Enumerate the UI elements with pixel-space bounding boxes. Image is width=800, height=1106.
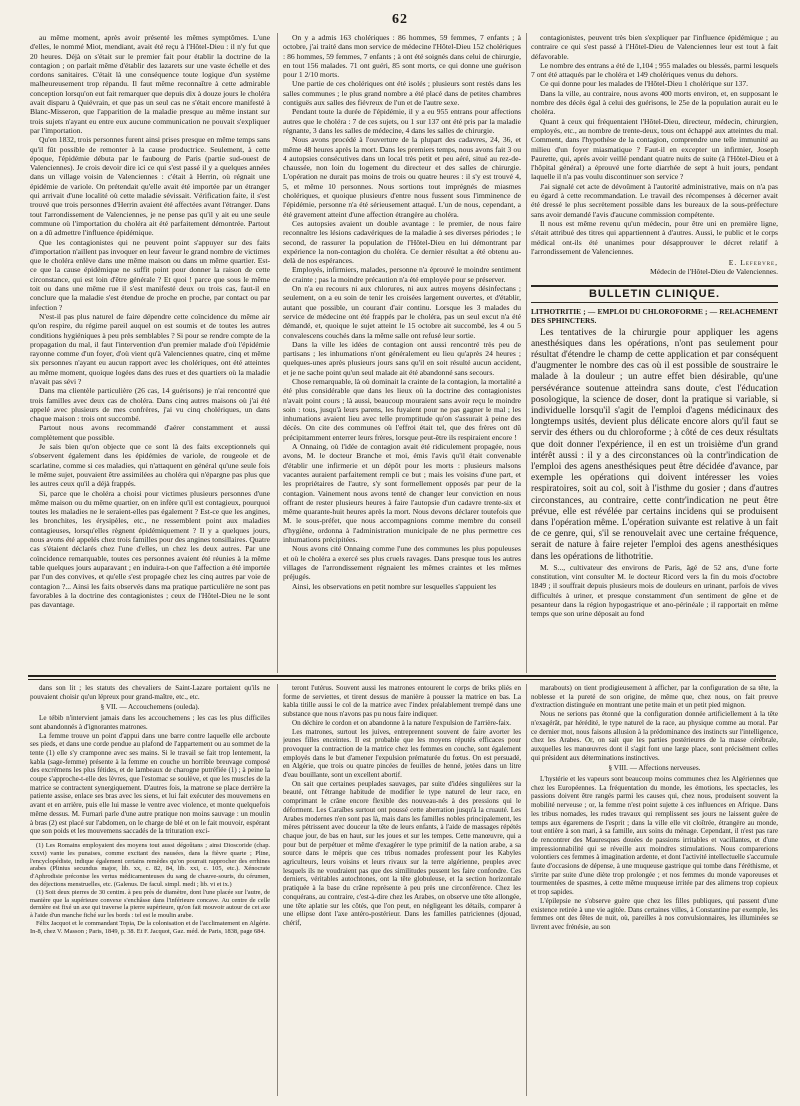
paragraph: Ce qui donne pour les malades de l'Hôtel-Dieu 1 cholérique sur 137.: [540, 79, 749, 89]
paragraph: Le nombre des entrans a été de 1,104 ; 955 malades ou blessés, parmi lesquels 7 ont été attaqués par le choléra et 149 cholériques venus du dehors.: [531, 60, 778, 80]
paragraph: Dans la ville, au contraire, nous avons 400 morts environ, et, en supposant le nombre des décès égal à celui des guérisons, le 25e de la population aurait eu le choléra.: [531, 88, 778, 117]
signature: [531, 258, 778, 277]
paragraph: Chose remarquable, là où dominait la crainte de la contagion, la mortalité a été plus considérable que dans les lieux où la doctrine des contagionistes n'avait point cours ; là aussi, beaucoup mouraient sans avoir reçu le moindre soin : tous, jusqu'à leurs parens, les fuyaient pour ne pas gagner le mal ; les inhumations avaient lieu avec telle promptitude qu'on s'assurait à peine des décès. On cite des communes où l'effroi était tel, que des frères ont dû précipitamment enterrer leurs frères, lorsque peut-être ils respiraient encore !: [283, 376, 521, 442]
paragraph: Que les contagionistes qui ne peuvent point s'appuyer sur des faits d'importation n'aillent pas invoquer en leur faveur le grand nombre de victimes que le choléra enlève dans une même maison ou dans un même quartier. Est-ce que la cause épidémique ne suffit point pour donner la raison de cette circonstance, qui est loin d'être générale ? Et quoi ! parce que sous le même toit ou dans une même rue il s'est manifesté deux ou trois cas, faut-il en conclure que la maladie s'est étendue de proche en proche, par contact ou par infection ?: [30, 237, 270, 312]
paragraph: Une partie de ces cholériques ont été isolés ; plusieurs sont restés dans les salles communes ; le plus grand nombre a été placé dans de petites chambres contiguës aux salles des fiévreux de l'un et de l'autre sexe.: [283, 79, 521, 108]
paragraph: On sait que certaines peuplades sauvages, par suite d'idées singulières sur la beauté, ont l'étrange habitude de modifier le type naturel de leur race, en comprimant le crâne encore flexible des nouveau-nés à des pressions qui le déforment. Les Caraïbes surtout ont poussé cette aberration jusqu'à la cruauté. Les Arabes modernes n'en sont pas là, mais dans les familles nobles principalement, les mères pétrissent avec douceur la tête de leurs enfants, à l'aide de massages répétés chaque jour, de bas en haut, sur les joues et sur les tempes. Cette manœuvre, qui a pour but de perpétuer et même d'exagérer le type primitif de la nation arabe, a sa source dans le mépris que ces tribus nomades professent pour les Kabyles agriculteurs, leurs voisins et leurs rivaux sur la terre algérienne, peuples avec lesquels ils ne voudraient pas que des similitudes pussent les faire confondre. Ces derniers, véritables autochtones, ont la tête globuleuse, et la section horizontale pratiquée à la base du crâne représente à peu près une circonférence. Chez les conquérans, au contraire, c'est-à-dire chez les Arabes, on observe une tête allongée, une tête aplatie sur les côtés, que l'on peut, en négligeant les détails, comparer à une ellipse dont l'axe antéro-postérieur. Dans les familles patriciennes (djouad, chérif,: [283, 779, 521, 927]
paragraph: La femme trouve un point d'appui dans une barre contre laquelle elle arcboute ses pieds, et dans une corde pendue au plafond de l'appartement ou au sommet de la tente (1) elle s'y cramponne avec ses mains. Si le travail se fait trop lentement, la kabla (sage-femme) présente à la femme en couche un horrible breuvage composé des excrémens les plus fétides, et de lambeaux de charogne putréfiée (1) ; à peine la coupe s'approche-t-elle des lèvres, que l'estomac se soulève, et que les muscles de la matrice se contractent synergiquement. D'autres fois, la matrone se place derrière la patiente assise, enlace ses bras avec les siens, et lui fait exécuter des mouvemens en avant et en arrière, puis elle lui masse le ventre avec violence, et monte quelquefois même dessus. M. Furnari parle d'une autre pratique non moins sauvage : un moulin à bras (2) est placé sur l'abdomen, on le charge de blé et on le fait mouvoir, espérant que son poids et les mouvemens saccadés de la trituration exci-: [30, 731, 270, 836]
bulletin-body: [531, 328, 778, 563]
paragraph: L'hystérie et les vapeurs sont beaucoup moins communes chez les Algériennes que chez les Européennes. La fréquentation du monde, les émotions, les spectacles, les passions doivent être rangés parmi les causes qui, chez nous, produisent souvent la mobilité nerveuse ; or, la femme n'est point sujette à ces influences en Afrique. Dans les tribus nomades, les rudes travaux qui remplissent ses jours ne laissent guère de temps aux égaremens de l'esprit ; dans la ville elle vit cloîtrée, étrangère au monde, tout entière à son mari, à sa famille, aux soins du ménage. Cependant, il n'est pas rare de rencontrer des Mauresques douées de passions irritables et vacillantes, et d'une impressionnabilité qui se réveille aux moindres stimulations. Nous comparerions volontiers ces femmes à imagination ardente, et dont l'activité intellectuelle s'accumule faute d'occasions de dépense, à une muqueuse gastrique qui tombe dans l'éréthisme, et s'irrite par suite d'une diète trop prolongée ; et nos femmes du monde vaporeuses et tourmentées de spasmes, à cette même muqueuse irritée par des alimens trop copieux et trop sapides.: [531, 775, 778, 897]
paragraph: Nous ne serions pas étonné que la configuration donnée artificiellement à la tête n'exagérât, par hérédité, le type naturel de la race, au physique comme au moral. Par ce dernier mot, nous faisons allusion à la prédominance des instincts sur l'intelligence, chez les Arabes. Or, on sait que les parties postérieures de la masse cérébrale, auxquelles les manœuvres dont il s'agit font une large place, sont précisément celles qui président aux déterminations instinctives.: [531, 710, 778, 762]
paragraph: Il nous est même revenu qu'un médecin, pour être uni en première ligne, s'était attribué des titres qui appartiennent à d'autres. Aussi, le public et le corps médical ont-ils été unanimes pour désapprouver le décret relatif à l'arrondissement de Valenciennes.: [531, 218, 778, 256]
page-number: 62: [392, 12, 408, 27]
signature-title: Médecin de l'Hôtel-Dieu de Valenciennes.: [650, 267, 778, 277]
paragraph: marabouts) on tient prodigieusement à afficher, par la configuration de sa tête, la noblesse et la pureté de son origine, de même que, chez nous, on fait preuve d'extraction distinguée en montrant une petite main et un petit pied mignon.: [531, 684, 778, 710]
paragraph: M. S..., cultivateur des environs de Paris, âgé de 52 ans, d'une forte constitution, vint consulter M. le docteur Ricord vers la fin du mois d'octobre 1849 ; il souffrait depuis plusieurs mois de douleurs en urinant, parfois de vives difficultés à uriner, et presque constamment d'un sentiment de gêne et de pesanteur dans la région hypogastrique et ano-périnéale ; il rapportait en même temps que son urine déposait au fond: [531, 562, 778, 619]
section-separator-thin: [28, 679, 776, 680]
paragraph: On déchire le cordon et on abandonne à la nature l'expulsion de l'arrière-faix.: [292, 718, 512, 727]
paragraph: Je sais bien qu'on objecte que ce sont là des faits exceptionnels qui s'observent également dans les épidémies de variole, de rougeole et de scarlatine, comme si ces maladies, qui n'attaquent en général qu'une seule fois le même sujet, pouvaient être assimilées au choléra qui n'épargne pas plus que les autres ceux qu'il a déjà frappés.: [30, 442, 270, 489]
column-divider: [277, 684, 278, 1096]
section-heading: § VII. — Accouchemens (ouleda).: [100, 703, 200, 712]
paragraph: Les tentatives de la chirurgie pour appliquer les agens anesthésiques dans les opérations, n'ont pas seulement pour résultat d'étendre le champ de cette application et par conséquent d'augmenter le nombre des cas où il est possible de soustraire le malade à la douleur ; un autre effet bien désirable, qu'une persévérance soutenue atteindra sans doute, c'est l'éducation posologique, la science de doser, dont la pratique si variable, si individuelle lorsqu'il s'agit de l'emploi d'agens médicinaux des longtemps usités, devient plus délicate encore alors qu'il faut se servir des éthers ou du chloroforme ; à côté de ces deux résultats que doit donner l'expérience, il en est un troisième d'un grand intérêt aussi : il y a des circonstances où la contr'indication de l'emploi des agens anesthésiques peut être décidée d'avance, par exemple les opérations qui doivent intéresser les voies respiratoires, soit au col, soit à l'isthme du gosier ; dans d'autres circonstances, au contraire, cette contr'indication ne peut être prévue, elle est révélée par certains incidens qui se produisent dans l'opération même. L'opération suivante est relative à un fait de ce genre, qui, s'il se renouvelait avec une certaine fréquence, serait de nature à faire rejeter l'emploi des agens anesthésiques dans les opérations de lithotritie.: [531, 327, 778, 562]
bottom-column-2: [283, 684, 521, 1094]
column-divider: [526, 33, 527, 673]
bulletin-title: BULLETIN CLINIQUE.: [588, 287, 721, 300]
paragraph: A Onnaing, où l'idée de contagion avait été ridiculement propagée, nous avons, M. le docteur Branche et moi, émis l'avis qu'il était convenable d'établir une infirmerie et un dépôt pour les morts : plusieurs malsons vacantes auraient parfaitement rempli ce but ; mais les voisins d'une part, et les propriétaires de l'autre, s'y sont formellement opposés par peur de la contagion. Vainement nous avons tenté de changer leur conviction en nous offrant de rester plusieurs heures à faire l'autopsie d'un cadavre trente-six et même quarante-huit heures après la mort. Nous devons déclarer toutefois que M. le sous-préfet, que nous accompagnions comme membre du conseil d'hygiène, ordonna à l'administration municipale de ne plus permettre ces inhumations précipitées.: [283, 442, 521, 545]
bottom-column-3: [531, 684, 778, 1094]
column-divider: [526, 684, 527, 1096]
bottom-column-1: [30, 684, 270, 1094]
footnote: Félix Jacquot et le commandant Topia, De la colonisation et de l'acclimatement en Algérie. In-8, chez V. Masson ; Paris, 1849, p. 38. Et F. Jacquot, Gaz. méd. de Paris, 1838, page 684.: [30, 919, 270, 935]
column-3: [531, 33, 778, 671]
paragraph: contagionistes, peuvent très bien s'expliquer par l'influence épidémique ; au contraire ce qui s'est passé à l'Hôtel-Dieu de Valenciennes leur est tout à fait défavorable.: [531, 33, 778, 61]
paragraph: Employés, infirmiers, malades, personne n'a éprouvé le moindre sentiment de crainte ; pas la moindre précaution n'a été employée pour se préserver.: [283, 265, 521, 284]
paragraph: On y a admis 163 cholériques : 86 hommes, 59 femmes, 7 enfants ; à octobre, j'ai traité dans mon service de médecine l'Hôtel-Dieu 152 cholériques : 86 hommes, 59 femmes, 7 enfants ; à ont été soignés dans celui de chirurgie, en tout 156 malades. 71 ont guéri, 85 sont morts, ce qui donne une guérison pour 1 2/10 morts.: [283, 33, 521, 80]
section-heading: § VIII. — Affections nerveuses.: [608, 764, 701, 773]
paragraph: Les matrones, surtout les juives, entreprennent souvent de faire avorter les jeunes filles enceintes. Il est probable que les moyens réputés efficaces pour provoquer la contraction de la matrice chez les femmes en couche, sont également employés dans le but d'amener l'expulsion prématurée du fœtus. On est persuadé, en Algérie, que trois ou quatre pincées de feuilles de henné, jetées dans un litre d'eau bouillante, sont un excellent abortif.: [283, 727, 521, 780]
paragraph: On n'a eu recours ni aux chlorures, ni aux autres moyens désinfectans ; seulement, on a eu soin de tenir les croisées largement ouvertes, et d'établir, autant que possible, un courant d'air continu. Lorsque les 3 malades du service de médecine ont été frappés par le choléra, pas un seul excut n'a été démandé, et, quoique le sujet atteint le 15 octobre ait succombé, les 4 ou 5 convalescens couchés dans la même salle ont refusé leur sortie.: [283, 284, 521, 340]
paragraph: Ces autopsies avaient un double avantage : le premier, de nous faire reconnaître les lésions cadavériques de la maladie à ses diverses périodes ; le second, de rassurer la population de l'Hôtel-Dieu en lui démontrant par expérience la non-contagion du choléra. Ce dernier résultat a été obtenu au-delà de nos espérances.: [283, 218, 521, 266]
footnote: (1) Soit deux pierres de 30 centim. à peu près de diamètre, dont l'une placée sur l'autre, de manière que la supérieure convexe s'enchâsse dans l'inférieure concave. Au centre de celle dernière est fixé un axe qui traverse la pierre supérieure, qu'on fait mouvoir autour de cet axe à l'aide d'un manche fiché sur les bords : tel est le moulin arabe.: [30, 888, 270, 920]
paragraph: Le tébib n'intervient jamais dans les accouchemens ; les cas les plus difficiles sont abandonnés à d'ignorantes matrones.: [30, 714, 270, 731]
paragraph: Ainsi, les observations en petit nombre sur lesquelles s'appuient les: [292, 581, 497, 591]
paragraph: Quant à ceux qui fréquentaient l'Hôtel-Dieu, directeur, médecin, chirurgien, employés, etc., au nombre de trente-deux, tous ont échappé aux atteintes du mal. Comment, dans l'hypothèse de la contagion, comprendre une telle immunité au milieu d'un foyer miasmatique ? Faut-il en excepter un infirmier, Joseph Paurette, qui, après avoir veillé pendant quatre nuits de suite (à l'Hôtel-Dieu et à l'hôpital général) a éprouvé une forte diarrhée de sept à huit jours, pendant laquelle il n'a pas voulu discontinuer son service ?: [531, 116, 778, 182]
paragraph: teront l'utérus. Souvent aussi les matrones entourent le corps de briks pliés en forme de serviettes, et tirent dessus de manière à pousser la matrice en bas. La kabla titille aussi le col de la matrice avec l'index préalablement trempé dans une substance que nous n'avons pas pu nous faire indiquer.: [283, 684, 521, 719]
paragraph: Partout nous avons recommandé d'aérer constamment et aussi complètement que possible.: [30, 423, 270, 442]
signature-name: E. Lefebvre,: [728, 258, 778, 268]
column-2: [283, 33, 521, 671]
article-heading: LITHOTRITIE ; — EMPLOI DU CHLOROFORME ; — RELACHEMENT DES SPHINCTERS.: [531, 307, 778, 326]
column-1: [30, 33, 270, 671]
column-divider: [277, 33, 278, 673]
paragraph: Nous avons cité Onnaing comme l'une des communes les plus populeuses et où le choléra a exercé ses plus cruels ravages. Dans presque tous les autres villages de l'arrondissement régnaient les mêmes craintes et les mêmes préjugés.: [283, 544, 521, 582]
paragraph: au même moment, après avoir présenté les mêmes symptômes. L'une d'elles, le nommé Miot, mendiant, avait été reçu à l'Hôtel-Dieu : il n'y fut que 20 heures. Déjà on s'était sur le premier fait pour établir la doctrine de la contagion ; on parlait même d'établir des lazarets sur une vaste échelle et des cordons sanitaires. C'était là une conséquence toute logique d'un système malheureusement trop répandu. Il faut même reconnaître à cette admirable conception lorsqu'on eut fait remarquer que depuis dix à douze jours le choléra avait disparu à Quiévrain, et que pas un seul cas ne s'était encore manifesté à Blanc-Misseron, que l'apparition de la maladie presque au même instant sur trois sujets n'ayant eu entre eux aucune communication ne pouvait s'expliquer par l'importation.: [30, 33, 270, 135]
footnote: (1) Les Romains employaient des moyens tout aussi dégoûtans ; ainsi Dioscoride (chap. xxxvi) vante les punaises, comme excitant des nausées, dans la fièvre quarte ; Pline, l'encyclopédiste, indique également certains remèdes qu'on pourrait rapprocher des errhines arabes (Plinius secundus major, lib. xx, c. 82, 84, lib. xxi, c. 105, etc.). Xénocrate d'Aphrodisie préconise les vertus médicamenteuses du sang de chauve-souris, du cérumen, des déjections menstruelles, etc. (Galenus. De facul. simpl. medi ; lib. vi et ix.): [30, 841, 270, 888]
paragraph: Si, parce que le choléra a choisi pour victimes plusieurs personnes d'une même maison ou du même quartier, on en infère qu'il est contagieux, pourquoi toutes les maladies ne le seraient-elles pas également ? Est-ce que les angines, les bronchites, les érysipèles, etc., ne ressemblent point aux maladies contagieuses, lorsqu'elles règnent épidémiquement ? Il y a quelques jours, nous avons été appelés chez trois familles pour des angines tonsillaires. Quatre cas s'étaient déclarés chez l'une d'elles, un chez les deux autres. Par une coïncidence remarquable, toutes ces personnes avaient été réunies à la même table quelques jours auparavant ; en induira-t-on que l'affection a été importée par l'un des convives, et qu'elle s'est propagée chez les cinq autres par voie de contagion ?... Ainsi les faits observés dans ma pratique particulière ne sont pas favorables à la doctrine des contagionistes ; ceux de l'Hôtel-Dieu ne le sont pas davantage.: [30, 488, 270, 610]
bulletin-header: [531, 285, 778, 303]
paragraph: Dans ma clientèle particulière (26 cas, 14 guérisons) je n'ai rencontré que trois familles avec deux cas de choléra. Dans cinq autres maisons où j'ai été appelé avec plusieurs de mes confrères, j'ai vu cinq cholériques, un dans chaque maison : trois ont succombé.: [30, 386, 270, 424]
paragraph: L'épilepsie ne s'observe guère que chez les filles publiques, qui passent d'une existence retirée à une vie agitée. Dans certaines villes, à Constantine par exemple, les femmes ont des fêtes de nuit, où, pareilles à nos convulsionnaires, les illuminées se livrent avec frénésie, au son: [531, 896, 778, 931]
footnotes: [30, 839, 270, 936]
paragraph: Pendant toute la durée de l'épidémie, il y a eu 955 entrans pour affections autres que le choléra : 7 de ces sujets, ou 1 sur 137 ont été pris par la maladie régnante, 3 dans les salles de médecine, 4 dans les salles de chirurgie.: [283, 107, 521, 135]
paragraph: Qu'en 1832, trois personnes furent ainsi prises presque en même temps sans qu'il fût possible de remonter à la cause productrice. Seulement, à cette époque, l'épidémie débuta par le faubourg de Paris (partie sud-ouest de Valenciennes). Je crois devoir dire ici ce qui s'est passé il y a quelques années dans un village voisin de Valenciennes : c'était à Herrin, où régnait une épidémie de variole. On prétendait qu'elle avait été importée par un étranger qui arrivait d'une localité où cette maladie sévissait. Vérification faite, il s'est trouvé que trois personnes d'Herrin avaient été affectées avant l'étranger. Dans tout l'arrondissement de Valenciennes, je ne pense pas qu'il y ait eu une seule commune où l'importation du choléra ait été parfaitement démontrée. Partout on a dû admettre l'influence épidémique.: [30, 135, 270, 238]
paragraph: dans son lit ; les statuts des chevaliers de Saint-Lazare portaient qu'ils ne pouvaient choisir qu'un lépreux pour grand-maître, etc., etc.: [30, 684, 270, 701]
paragraph: J'ai signalé cet acte de dévoûment à l'autorité administrative, mais on n'a pas eu égard à cette recommandation. Le travail des récompenses à décerner avait été dressé le plus secrètement possible dans les bureaux de la sous-préfecture sans avoir demandé l'avis d'aucune commission compétente.: [531, 181, 778, 219]
section-separator: [28, 675, 776, 677]
paragraph: Dans la ville les idées de contagion ont aussi rencontré très peu de partisans ; les inhumations n'ont généralement eu lieu qu'après 24 heures ; quelques-unes après plusieurs jours sans qu'il en soit résulté aucun accident, et je ne sache point qu'un seul malade ait été abandonné sans secours.: [283, 339, 521, 377]
paragraph: N'est-il pas plus naturel de faire dépendre cette coïncidence du même air qu'on respire, du régime pareil auquel on est soumis et de toutes les autres conditions hygiéniques à peu près semblables ? Si pour se rendre compte de la propagation du mal, il faut l'intervention d'un premier malade d'où l'épidémie rayonne comme d'un foyer, d'où vient qu'à Valenciennes quatre, cinq et même six personnes n'ayant eu aucun rapport avec les cholériques, ont été atteintes au même moment, quoique logées dans des rues et des quartiers où la maladie n'avait pas sévi ?: [30, 311, 270, 386]
paragraph: Nous avons procédé à l'ouverture de la plupart des cadavres, 24, 36, et même 48 heures après la mort. Dans les premiers temps, nous avons fait 3 ou 4 autopsies consécutives dans un local très petit et peu aéré, situé au rez-de-chaussée, non loin du logement du directeur et des salles de chirurgie. L'opération ne durait pas moins de trois ou quatre heures : il s'y est trouvé 4, 5, et même 10 personnes. Nous sortions tout imprégnés de miasmes cholériques, et quoique plusieurs d'entre nous fussent sous l'imminence de l'épidémie, personne n'a été sérieusement attaqué. L'un de nous, cependant, a été gravement atteint d'une affection étrangère au choléra.: [283, 135, 521, 219]
